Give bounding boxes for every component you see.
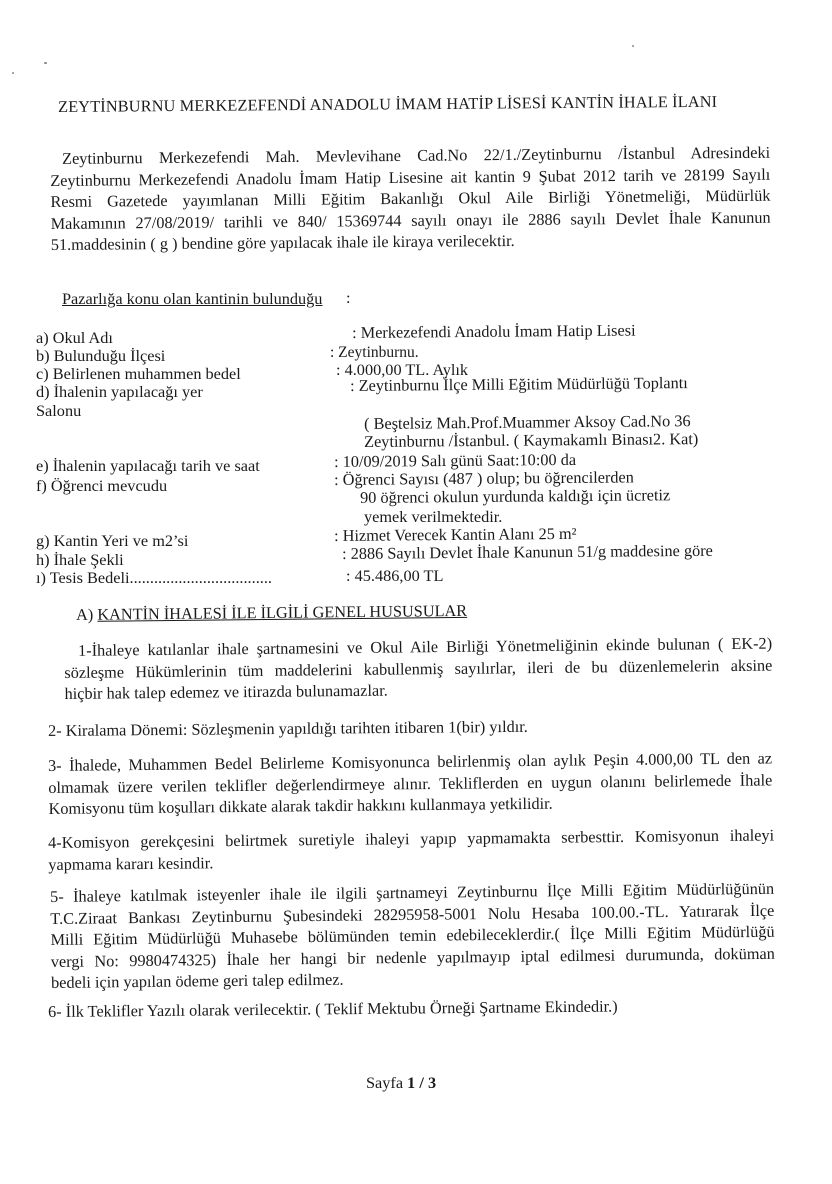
item-label: c) Belirlenen muhammen bedel — [36, 364, 241, 383]
clause-line: T.C.Ziraat Bankası Zeytinburnu Şubesindeki 28295958-5001 Nolu Hesaba 100.00.-TL. Yatırarak İlçe — [50, 900, 775, 928]
clause-line: 5- İhaleye katılmak isteyenler ihale ile ilgili şartnameyi Zeytinburnu İlçe Milli Eğitim Müdürlüğünün — [50, 878, 775, 906]
document-title: ZEYTİNBURNU MERKEZEFENDİ ANADOLU İMAM HATİP LİSESİ KANTİN İHALE İLANI — [58, 91, 718, 116]
item-value: Zeytinburnu /İstanbul. ( Kaymakamlı Binası2. Kat) — [364, 429, 699, 451]
item-value: : Öğrenci Sayısı (487 ) olup; bu öğrencilerden — [334, 467, 634, 489]
item-value: : 2886 Sayılı Devlet İhale Kanunun 51/g maddesine göre — [342, 540, 713, 563]
clause-line: vergi No: 9980474325) İhale her hangi bir nedenle yapılmayıp iptal edilmesi durumunda, doküman — [50, 943, 775, 971]
section-header-colon: : — [346, 288, 351, 307]
page-label: Sayfa — [366, 1073, 404, 1092]
clause-line: yapmama kararı kesindir. — [48, 852, 214, 874]
item-label: b) Bulunduğu İlçesi — [36, 346, 166, 365]
item-label: a) Okul Adı — [36, 328, 113, 347]
clause-line: 6- İlk Teklifler Yazılı olarak verilecektir. ( Teklif Mektubu Örneği Şartname Ekindedir.) — [48, 996, 618, 1021]
item-value: : 4.000,00 TL. Aylık — [336, 360, 469, 379]
item-label: f) Öğrenci mevcudu — [36, 476, 168, 495]
clause-line: olmamak üzere verilen teklifler değerlendirmeye alınır. Tekliflerden en uygun olanını belirlemede İhale — [48, 769, 773, 797]
item-value: ( Beştelsiz Mah.Prof.Muammer Aksoy Cad.No 36 — [364, 411, 691, 433]
page-number — [366, 1073, 436, 1093]
clause-6 — [48, 994, 768, 1022]
item-value: : Merkezefendi Anadolu İmam Hatip Lisesi — [352, 320, 636, 342]
intro-paragraph — [50, 142, 771, 256]
clause-4 — [48, 824, 774, 875]
intro-line: Zeytinburnu Merkezefendi Mah. Mevlevihane Cad.No 22/1./Zeytinburnu /İstanbul Adresindeki — [62, 142, 771, 168]
item-value: : Zeytinburnu. — [330, 344, 419, 361]
clause-line: Komisyonu tüm koşulları dikkate alarak takdir hakkını kullanmaya yetkilidir. — [48, 793, 553, 818]
clause-line: sözleşme Hükümlerinin tüm maddelerini kabullenmiş sayılırlar, ileri de bu düzenlemelerin aksine — [64, 655, 773, 682]
clause-line: hiçbir hak talep edemez ve itirazda bulunamazlar. — [64, 680, 388, 703]
item-value: : 10/09/2019 Salı günü Saat:10:00 da — [334, 449, 577, 471]
clause-2 — [48, 714, 768, 742]
item-label: g) Kantin Yeri ve m2’si — [36, 531, 189, 550]
section-header: Pazarlığa konu olan kantinin bulunduğu — [62, 289, 323, 308]
intro-line: Makamının 27/08/2019/ tarihli ve 840/ 15369744 sayılı onayı ile 2886 sayılı Devlet İhale Kanunun — [50, 207, 771, 233]
section-a-heading — [76, 601, 467, 625]
item-label: e) İhalenin yapılacağı tarih ve saat — [36, 456, 260, 475]
item-value: : 45.486,00 TL — [346, 566, 444, 585]
clause-line: 1-İhaleye katılanlar ihale şartnamesini ve Okul Aile Birliği Yönetmeliğinin ekinde bulunan ( EK-2) — [78, 633, 773, 660]
scan-speck — [632, 45, 634, 47]
clause-line: Milli Eğitim Müdürlüğü Muhasebe bölümünden temin edebileceklerdir.( İlçe Milli Eğitim Müdürlüğü — [50, 921, 775, 949]
item-value: : Hizmet Verecek Kantin Alanı 25 m² — [334, 523, 577, 545]
item-label: ı) Tesis Bedeli................................... — [36, 568, 272, 587]
clause-line: bedeli için yapılan ödeme geri talep edilmez. — [50, 969, 344, 992]
section-a-title: KANTİN İHALESİ İLE İLGİLİ GENEL HUSUSULAR — [97, 600, 468, 624]
item-label: d) İhalenin yapılacağı yer — [36, 382, 203, 401]
item-value: yemek verilmektedir. — [364, 507, 503, 526]
intro-line: Resmi Gazetede yayımlanan Milli Eğitim Bakanlığı Okul Aile Birliği Yönetmeliği, Müdürlük — [50, 185, 771, 211]
clause-3 — [48, 747, 773, 819]
intro-line: Zeytinburnu Merkezefendi Anadolu İmam Hatip Lisesine ait kantin 9 Şubat 2012 tarih ve 28199 Sayılı — [50, 164, 771, 190]
clause-line: 3- İhalede, Muhammen Bedel Belirleme Komisyonunca belirlenmiş olan aylık Peşin 4.000,00 TL den az — [48, 748, 773, 775]
scan-speck — [44, 62, 47, 64]
item-label: Salonu — [36, 401, 82, 420]
clause-line: 2- Kiralama Dönemi: Sözleşmenin yapıldığı tarihten itibaren 1(bir) yıldır. — [48, 716, 528, 740]
intro-line: 51.maddesinin ( g ) bendine göre yapılacak ihale ile kiraya verilecektir. — [50, 230, 515, 254]
clause-1 — [64, 633, 773, 705]
clause-5 — [50, 878, 775, 994]
section-a-prefix: A) — [76, 604, 94, 624]
item-value: 90 öğrenci okulun yurdunda kaldığı için ücretiz — [360, 485, 671, 507]
scan-speck — [12, 72, 14, 74]
page-number-value: 1 / 3 — [407, 1073, 437, 1092]
item-value: : Zeytinburnu İlçe Milli Eğitim Müdürlüğü Toplantı — [350, 373, 688, 395]
item-label: h) İhale Şekli — [36, 550, 124, 569]
clause-line: 4-Komisyon gerekçesini belirtmek suretiyle ihaleyi yapıp yapmamakta serbesttir. Komisyonun ihaleyi — [48, 825, 775, 852]
